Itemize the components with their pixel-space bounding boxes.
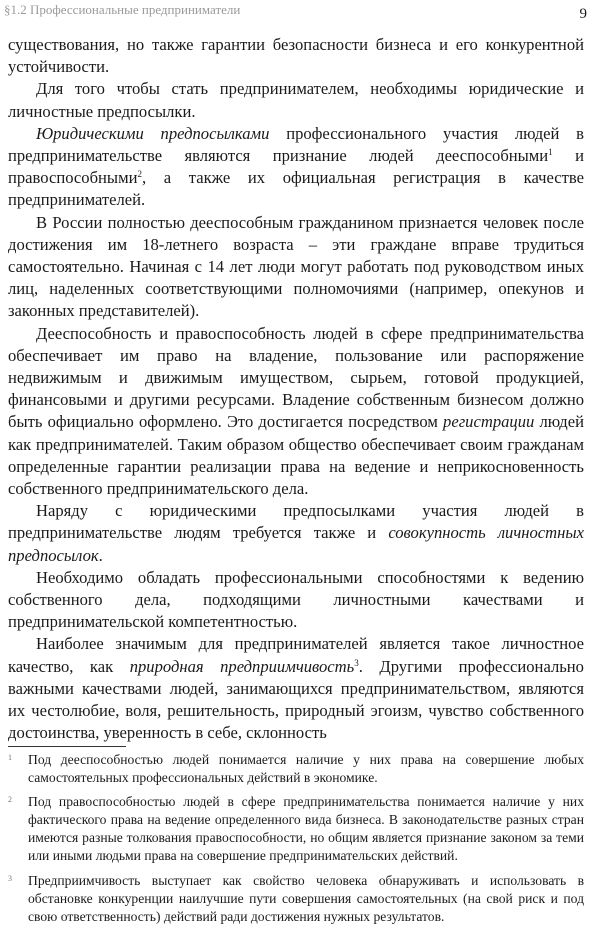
paragraph: В России полностью дееспособным гражданином признается человек после достижения им 18-летнего возраста – эти граждане вправе трудиться самостоятельно. Начиная с 14 лет люди могут работать под руководством иных лиц, наделенных соответствующими полномочиями (например, опекунов и законных представителей). [8, 212, 584, 321]
emphasis: природная предприимчивость [129, 656, 355, 676]
main-text [8, 34, 584, 745]
footnote-text: Под дееспособностью людей понимается наличие у них права на совершение любых самостоятельных профессиональных действий в экономике. [28, 752, 584, 786]
paragraph-text: и правоспособными [8, 146, 585, 188]
footnote-ref: 3 [354, 657, 359, 668]
paragraph [8, 633, 584, 744]
paragraph: Необходимо обладать профессиональными способностями к ведению собственного дела, подходящими личностными качествами и предпринимательской компетентностью. [8, 567, 584, 632]
footnote-text: Предприимчивость выступает как свойство человека обнаруживать и использовать в обстановке конкуренции наилучшие пути совершения самостоятельных (на свой риск и под свою ответственность) действий ради достижения нужных результатов. [28, 872, 584, 924]
footnote [8, 751, 584, 787]
footnote-mark: 1 [8, 753, 12, 762]
paragraph: Для того чтобы стать предпринимателем, необходимы юридические и личностные предпосылки. [8, 79, 584, 121]
paragraph-text: . Другими профессионально важными качествами людей, занимающихся предпринимательством, являются их честолюбие, воля, решительность, природный эгоизм, чувство собственного достоинства, уверенность в себе, склонность [8, 656, 584, 743]
running-head: §1.2 Профессиональные предприниматели [4, 2, 241, 17]
paragraph-text: Наряду с юридическими предпосылками участия людей в предпринимательстве людям требуется также и [8, 501, 584, 543]
footnote-mark: 3 [8, 873, 12, 883]
footnote [8, 793, 584, 865]
paragraph-text: , а также их официальная регистрация в качестве предпринимателей. [8, 168, 584, 210]
footnote [8, 872, 584, 926]
footnotes [8, 751, 584, 932]
footnote-divider [8, 746, 126, 747]
paragraph [8, 123, 584, 212]
emphasis: регистрации [443, 412, 535, 432]
page-number: 9 [579, 6, 587, 22]
paragraph: существования, но также гарантии безопасности бизнеса и его конкурентной устойчивости. [8, 35, 584, 77]
paragraph-text: профессионального участия людей в предпринимательстве являются признание людей дееспособными [8, 123, 584, 166]
footnote-text: Под правоспособностью людей в сфере предпринимательства понимается наличие у них фактического права на ведение определенного вида бизнеса. В законодательстве разных стран имеются разные толкования правоспособности, но общим является признание законом за теми или иными людьми права на совершение предпринимательских действий. [28, 794, 584, 864]
paragraph-text: Дееспособность и правоспособность людей в сфере предпринимательства обеспечивает им право на владение, пользование или распоряжение недвижимым и движимым имуществом, сырьем, готовой продукцией, финансовыми и другими ресурсами. Владение собственным бизнесом должно быть официально оформлено. Это достигается посредством [8, 323, 584, 432]
footnote-ref: 2 [137, 169, 142, 180]
paragraph [8, 500, 584, 567]
paragraph-text: людей как предпринимателей. Таким образом общество обеспечивает своим гражданам определенные гарантии реализации права на ведение и неприкосновенность собственного предпринимательского дела. [8, 412, 584, 499]
paragraph [8, 323, 584, 501]
footnote-mark: 2 [8, 795, 12, 805]
emphasis: Юридическими предпосылками [36, 123, 270, 143]
emphasis: совокупность личностных предпосылок [8, 523, 584, 565]
footnote-ref: 1 [548, 147, 553, 158]
paragraph-text: Наиболее значимым для предпринимателей является такое личностное качество, как [8, 634, 584, 676]
paragraph-text: . [98, 545, 103, 565]
